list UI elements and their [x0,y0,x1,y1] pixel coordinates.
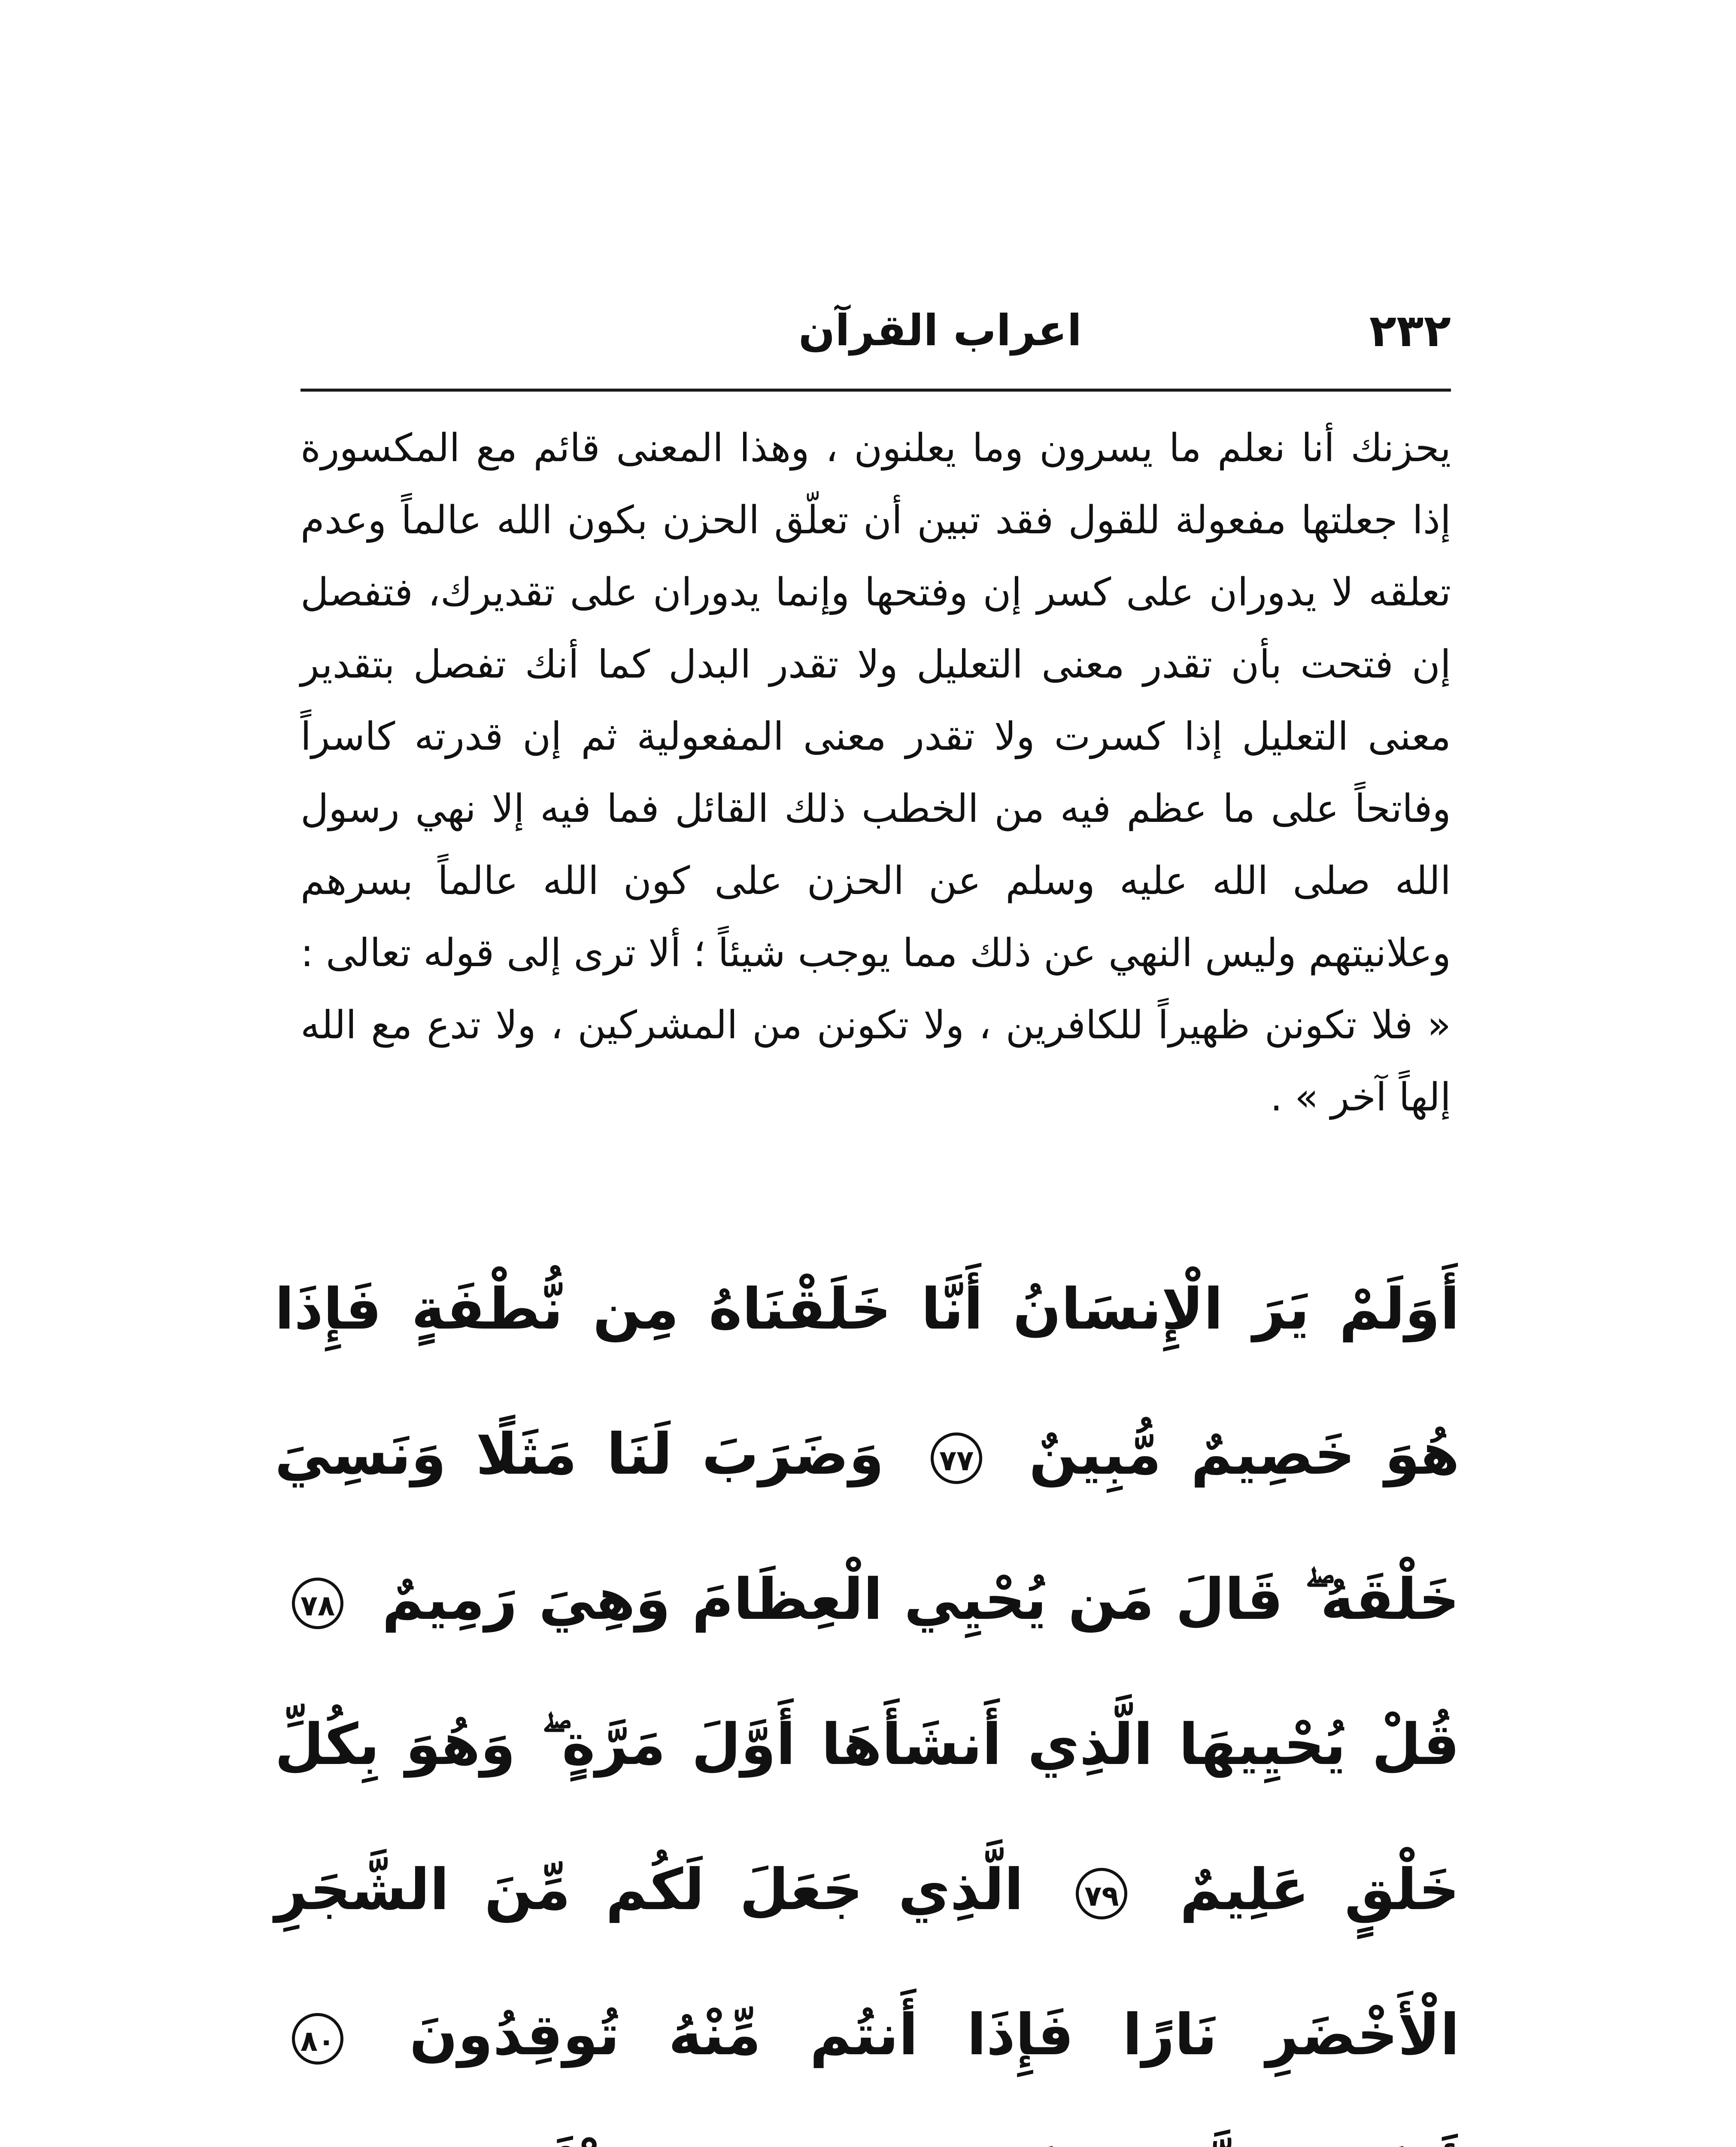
ayah-number-marker: ٧٩ [1076,1868,1127,1919]
quran-verses [275,1237,1460,2147]
ayah-number-marker: ٨٠ [292,2013,343,2065]
commentary-paragraph: يحزنك أنا نعلم ما يسرون وما يعلنون ، وهذا المعنى قائم مع المكسورة إذا جعلتها مفعولة للقول فقد تبين أن تعلّق الحزن بكون الله عالماً وعدم تعلقه لا يدوران على كسر إن وفتحها وإنما يدوران على تقديرك، فتفصل إن فتحت بأن تقدر معنى التعليل ولا تقدر البدل كما أنك تفصل بتقدير معنى التعليل إذا كسرت ولا تقدر معنى المفعولية ثم إن قدرته كاسراً وفاتحاً على ما عظم فيه من الخطب ذلك القائل فما فيه إلا نهي رسول الله صلى الله عليه وسلم عن الحزن على كون الله عالماً بسرهم وعلانيتهم وليس النهي عن ذلك مما يوجب شيئاً ؛ ألا ترى إلى قوله تعالى : « فلا تكونن ظهيراً للكافرين ، ولا تكونن من المشركين ، ولا تدع مع الله إلهاً آخر » . [300,426,1451,1120]
verse-text: الَّذِي جَعَلَ لَكُم مِّنَ الشَّجَرِ الْأَخْضَرِ نَارًا فَإِذَا أَنتُم مِّنْهُ تُوقِدُونَ [275,1857,1460,2068]
page-number: ٢٣٢ [1369,304,1451,357]
ayah-number-marker: ٧٧ [931,1432,982,1484]
verse-text: قُلْ يُحْيِيهَا الَّذِي أَنشَأَهَا أَوَّلَ مَرَّةٍ ۖ وَهُوَ بِكُلِّ خَلْقٍ عَلِيمٌ [275,1712,1460,1923]
verse-text: وَضَرَبَ لَنَا مَثَلًا وَنَسِيَ خَلْقَهُ ۖ قَالَ مَن يُحْيِي الْعِظَامَ وَهِيَ رَمِيمٌ [275,1421,1460,1633]
running-title: اعراب القرآن [798,305,1082,356]
commentary-text [300,412,1451,1134]
verse-paragraph [275,1237,1460,2147]
verse-text: أَوَلَمْ يَرَ الْإِنسَانُ أَنَّا خَلَقْنَاهُ مِن نُّطْفَةٍ فَإِذَا هُوَ خَصِيمٌ مُّبِينٌ [275,1276,1460,1487]
header-rule [300,389,1451,392]
page-header [300,301,1451,369]
ayah-number-marker: ٧٨ [292,1578,343,1629]
